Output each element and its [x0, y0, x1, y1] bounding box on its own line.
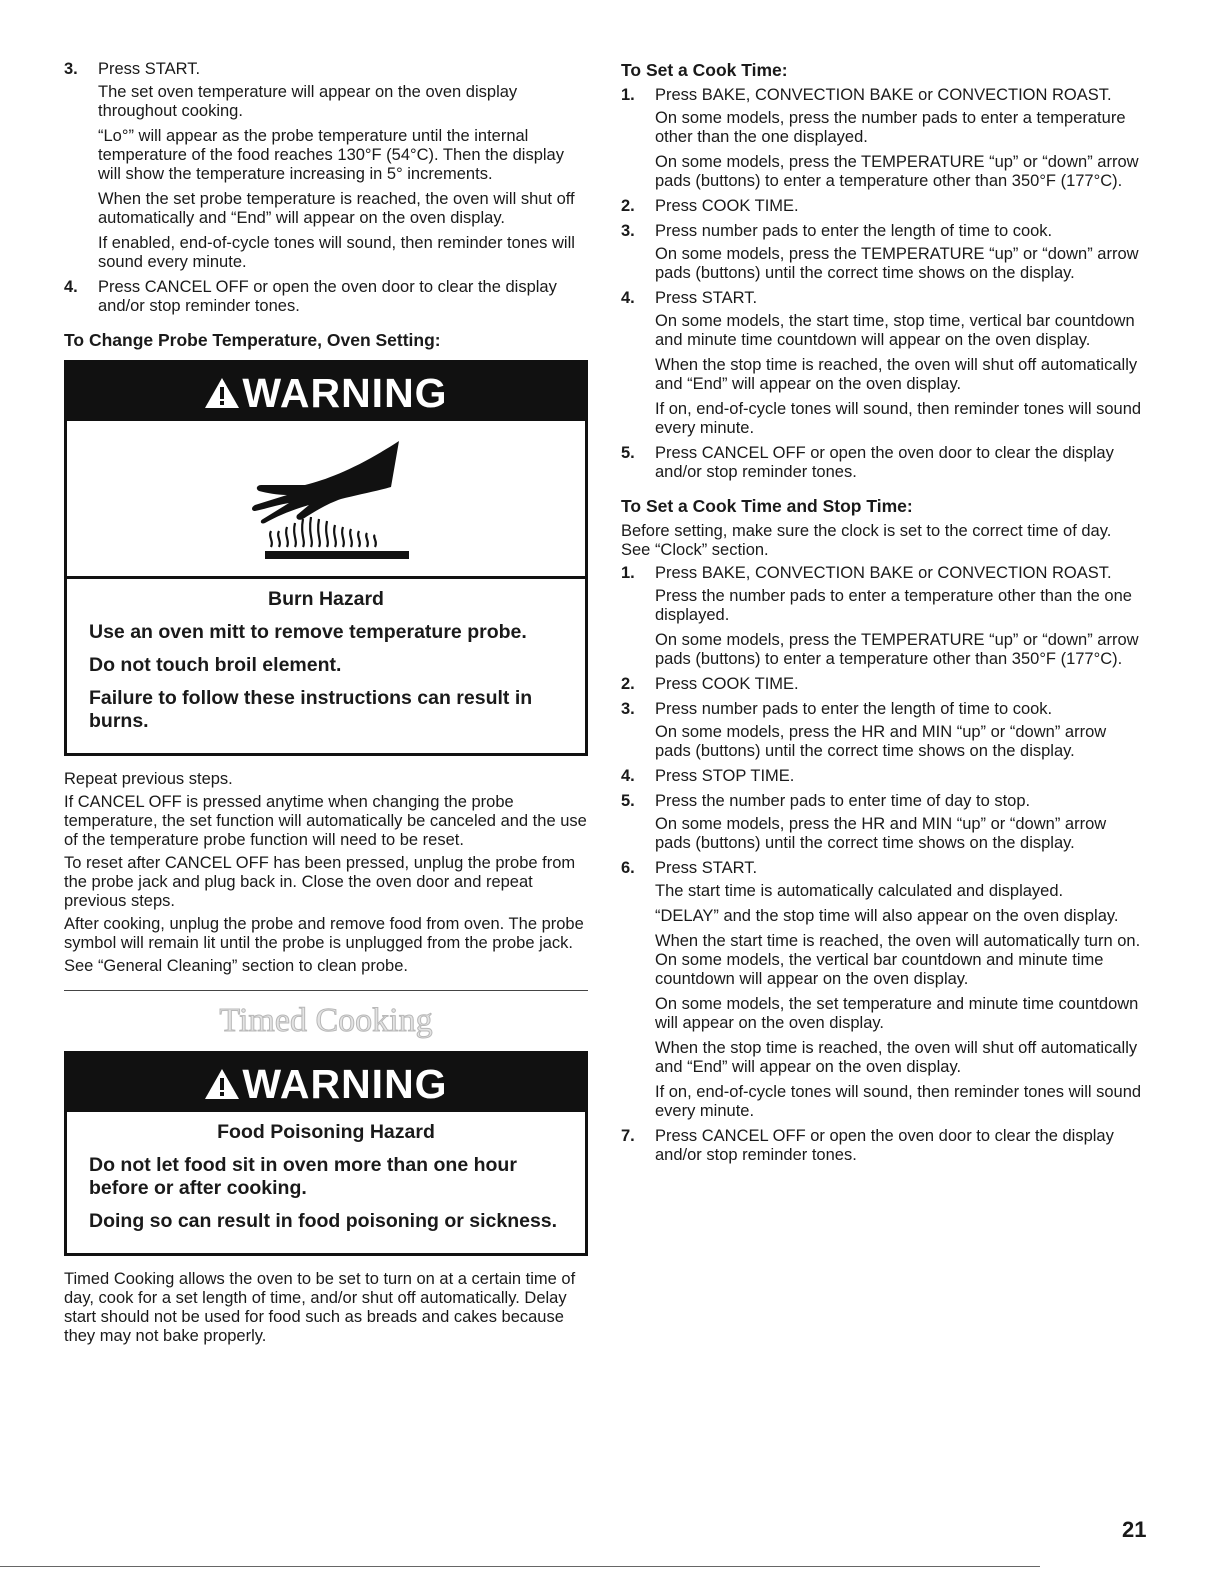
step-text: Press START.	[655, 289, 758, 307]
step-paragraph: If on, end-of-cycle tones will sound, then reminder tones will sound every minute.	[655, 400, 1142, 437]
step-text: Press COOK TIME.	[655, 675, 799, 693]
warning-item: Doing so can result in food poisoning or sickness.	[89, 1210, 558, 1232]
warning-item: Do not let food sit in oven more than one hour before or after cooking.	[89, 1154, 517, 1199]
step-number: 6.	[621, 859, 635, 877]
step-paragraph: When the set probe temperature is reached, the oven will shut off automatically and “End” will appear on the oven display.	[98, 190, 575, 227]
step-paragraph: When the start time is reached, the oven will automatically turn on. On some models, the vertical bar countdown and minute time countdown will appear on the oven display.	[655, 932, 1141, 988]
step-1	[621, 86, 1143, 191]
step-number: 1.	[621, 86, 635, 104]
step-4	[64, 278, 588, 316]
step-number: 4.	[64, 278, 78, 296]
burn-hazard-warning	[64, 360, 588, 756]
step-paragraph: On some models, the start time, stop time, vertical bar countdown and minute time countdown will appear on the oven display.	[655, 312, 1135, 349]
step-number: 4.	[621, 289, 635, 307]
section-title-timed-cooking: Timed Cooking	[219, 1002, 433, 1039]
step-number: 1.	[621, 564, 635, 582]
step-paragraph: If on, end-of-cycle tones will sound, then reminder tones will sound every minute.	[655, 1083, 1142, 1120]
step-number: 2.	[621, 197, 635, 215]
warning-title: Burn Hazard	[268, 588, 384, 610]
page-number: 21	[1122, 1517, 1147, 1542]
step-2	[621, 675, 1143, 694]
step-paragraph: If enabled, end-of-cycle tones will sound, then reminder tones will sound every minute.	[98, 234, 575, 271]
paragraph: To reset after CANCEL OFF has been pressed, unplug the probe from the probe jack and plug back in. Close the oven door and repeat previous steps.	[64, 854, 576, 910]
timed-cooking-intro: Timed Cooking allows the oven to be set to turn on at a certain time of day, cook for a set length of time, and/or shut off automatically. Delay start should not be used for food such as breads and cakes because they may not bake properly.	[64, 1270, 576, 1345]
warning-triangle-icon	[204, 1064, 240, 1108]
paragraph: After cooking, unplug the probe and remove food from oven. The probe symbol will remain lit until the probe is unplugged from the probe jack.	[64, 915, 584, 952]
step-text: Press BAKE, CONVECTION BAKE or CONVECTION ROAST.	[655, 564, 1112, 582]
stop-time-steps	[621, 564, 1143, 1165]
step-text: Press the number pads to enter time of day to stop.	[655, 792, 1031, 810]
paragraph: If CANCEL OFF is pressed anytime when changing the probe temperature, the set function will automatically be canceled and the use of the temperature probe function will need to be reset.	[64, 793, 587, 849]
cook-time-steps	[621, 86, 1143, 482]
step-text: Press START.	[98, 60, 201, 78]
step-text: Press BAKE, CONVECTION BAKE or CONVECTION ROAST.	[655, 86, 1112, 104]
heading-set-cook-and-stop-time: To Set a Cook Time and Stop Time:	[621, 496, 913, 516]
warning-header	[67, 363, 585, 421]
right-column	[621, 60, 1143, 1171]
warning-label: WARNING	[242, 370, 448, 416]
step-paragraph: When the stop time is reached, the oven will shut off automatically and “End” will appear on the oven display.	[655, 356, 1138, 393]
step-4	[621, 767, 1143, 786]
step-text: Press COOK TIME.	[655, 197, 799, 215]
bottom-rule	[0, 1566, 1040, 1567]
step-text: Press number pads to enter the length of time to cook.	[655, 700, 1053, 718]
step-1	[621, 564, 1143, 669]
step-paragraph: “Lo°” will appear as the probe temperature until the internal temperature of the food reaches 130°F (54°C). Then the display will show the temperature increasing in 5° increments.	[98, 127, 564, 183]
paragraph: Repeat previous steps.	[64, 770, 233, 788]
step-6	[621, 859, 1143, 1121]
step-text: Press START.	[655, 859, 758, 877]
step-text: Press number pads to enter the length of time to cook.	[655, 222, 1053, 240]
warning-title: Food Poisoning Hazard	[217, 1121, 435, 1143]
step-paragraph: On some models, press the TEMPERATURE “up” or “down” arrow pads (buttons) to enter a temperature other than 350°F (177°C).	[655, 631, 1139, 668]
step-text: Press CANCEL OFF or open the oven door to clear the display and/or stop reminder tones.	[98, 278, 557, 315]
step-number: 5.	[621, 444, 635, 462]
food-poisoning-warning	[64, 1051, 588, 1256]
step-paragraph: When the stop time is reached, the oven will shut off automatically and “End” will appear on the oven display.	[655, 1039, 1138, 1076]
step-number: 3.	[64, 60, 78, 78]
step-paragraph: On some models, press the TEMPERATURE “up” or “down” arrow pads (buttons) to enter a temperature other than 350°F (177°C).	[655, 153, 1139, 190]
warning-triangle-icon	[204, 373, 240, 417]
step-paragraph: The start time is automatically calculated and displayed.	[655, 882, 1064, 900]
step-5	[621, 444, 1143, 482]
warning-item: Failure to follow these instructions can result in burns.	[89, 687, 533, 732]
step-number: 3.	[621, 222, 635, 240]
step-3	[621, 222, 1143, 283]
step-text: Press CANCEL OFF or open the oven door to clear the display and/or stop reminder tones.	[655, 444, 1114, 481]
step-number: 3.	[621, 700, 635, 718]
heading-set-cook-time: To Set a Cook Time:	[621, 60, 788, 80]
step-paragraph: “DELAY” and the stop time will also appear on the oven display.	[655, 907, 1119, 925]
hot-surface-hand-icon	[67, 421, 585, 579]
section-divider	[64, 990, 588, 991]
step-text: Press CANCEL OFF or open the oven door to clear the display and/or stop reminder tones.	[655, 1127, 1114, 1164]
step-number: 4.	[621, 767, 635, 785]
heading-change-probe: To Change Probe Temperature, Oven Setting:	[64, 330, 441, 350]
warning-body	[67, 579, 585, 753]
left-column	[64, 60, 588, 1350]
step-number: 2.	[621, 675, 635, 693]
step-3	[621, 700, 1143, 761]
step-paragraph: On some models, press the TEMPERATURE “up” or “down” arrow pads (buttons) until the correct time shows on the display.	[655, 245, 1139, 282]
step-number: 7.	[621, 1127, 635, 1145]
warning-label: WARNING	[242, 1061, 448, 1107]
step-3	[64, 60, 588, 272]
stop-time-intro: Before setting, make sure the clock is set to the correct time of day. See “Clock” section.	[621, 522, 1112, 559]
step-number: 5.	[621, 792, 635, 810]
warning-header	[67, 1054, 585, 1112]
step-7	[621, 1127, 1143, 1165]
warning-item: Do not touch broil element.	[89, 654, 342, 676]
paragraph: See “General Cleaning” section to clean probe.	[64, 957, 408, 975]
step-paragraph: On some models, press the HR and MIN “up” or “down” arrow pads (buttons) until the correct time shows on the display.	[655, 815, 1107, 852]
warning-body	[67, 1112, 585, 1253]
warning-item: Use an oven mitt to remove temperature probe.	[89, 621, 527, 643]
step-paragraph: On some models, the set temperature and minute time countdown will appear on the oven display.	[655, 995, 1139, 1032]
step-paragraph: On some models, press the HR and MIN “up” or “down” arrow pads (buttons) until the correct time shows on the display.	[655, 723, 1107, 760]
step-text: Press STOP TIME.	[655, 767, 795, 785]
step-2	[621, 197, 1143, 216]
step-paragraph: The set oven temperature will appear on the oven display throughout cooking.	[98, 83, 518, 120]
step-paragraph: On some models, press the number pads to enter a temperature other than the one displayed.	[655, 109, 1126, 146]
step-5	[621, 792, 1143, 853]
step-4	[621, 289, 1143, 438]
step-paragraph: Press the number pads to enter a temperature other than the one displayed.	[655, 587, 1132, 624]
